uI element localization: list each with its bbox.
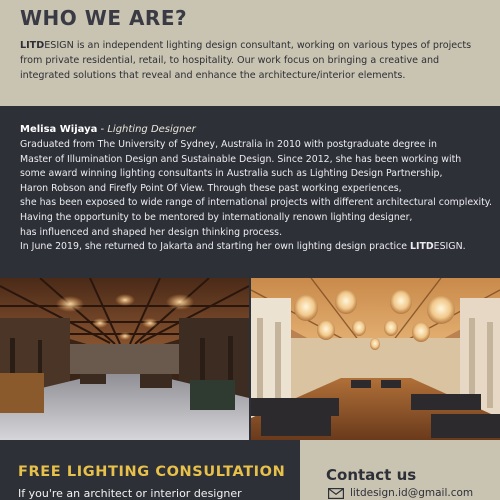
bio-line: Having the opportunity to be mentored by internationally renown lighting designer,: [20, 211, 413, 223]
designer-name: Melisa Wijaya: [20, 124, 98, 135]
contact-email-row[interactable]: [328, 487, 473, 499]
intro-text: is an independent lighting design consultant, working on various types of projects from private residential, retail, to hospitality. Our work focus on bringing a creative and integrated solutions that reveal and enhance the architecture/interior elements.: [20, 40, 472, 81]
contact-box: [300, 440, 500, 500]
designer-name-line: [20, 124, 196, 135]
bio-line: some award winning lighting consultants in Australia such as Lighting Design Partnership,: [20, 168, 443, 180]
consultation-title: FREE LIGHTING CONSULTATION: [18, 464, 286, 480]
consultation-text: If you're an architect or interior designer: [18, 487, 242, 500]
bio-closing-line: [20, 240, 496, 255]
bio-line: has influenced and shaped her design thinking process.: [20, 226, 283, 238]
who-we-are-section: [0, 0, 500, 106]
project-photo-pavilion: [0, 278, 249, 440]
bio-line: she has been exposed to wide range of international projects with different architectural complexity.: [20, 197, 492, 209]
intro-paragraph: [20, 38, 490, 83]
closing-text: In June 2019, she returned to Jakarta and starting her own lighting design practice: [20, 241, 411, 253]
designer-separator: -: [97, 124, 108, 135]
contact-email-link[interactable]: litdesign.id@gmail.com: [350, 487, 474, 499]
brand-name-rest: ESIGN: [44, 40, 74, 51]
closing-brand-rest: ESIGN.: [433, 241, 466, 253]
bio-line: Graduated from The University of Sydney, Australia in 2010 with postgraduate degree in: [20, 139, 437, 150]
contact-title: Contact us: [326, 466, 417, 484]
designer-role: Lighting Designer: [107, 124, 196, 135]
closing-brand-bold: LITD: [410, 241, 434, 253]
brand-name-bold: LITD: [20, 40, 45, 51]
who-we-are-heading: WHO WE ARE?: [20, 6, 188, 30]
mail-icon: [328, 488, 344, 499]
project-photo-hall: [251, 278, 500, 440]
footer-section: [0, 440, 500, 500]
designer-bio-section: [0, 106, 500, 278]
bio-text: [20, 138, 496, 255]
bio-line: Haron Robson and Firefly Point Of View. Through these past working experiences,: [20, 182, 402, 194]
bio-line: Master of Illumination Design and Sustainable Design. Since 2012, she has been working with: [20, 153, 462, 165]
